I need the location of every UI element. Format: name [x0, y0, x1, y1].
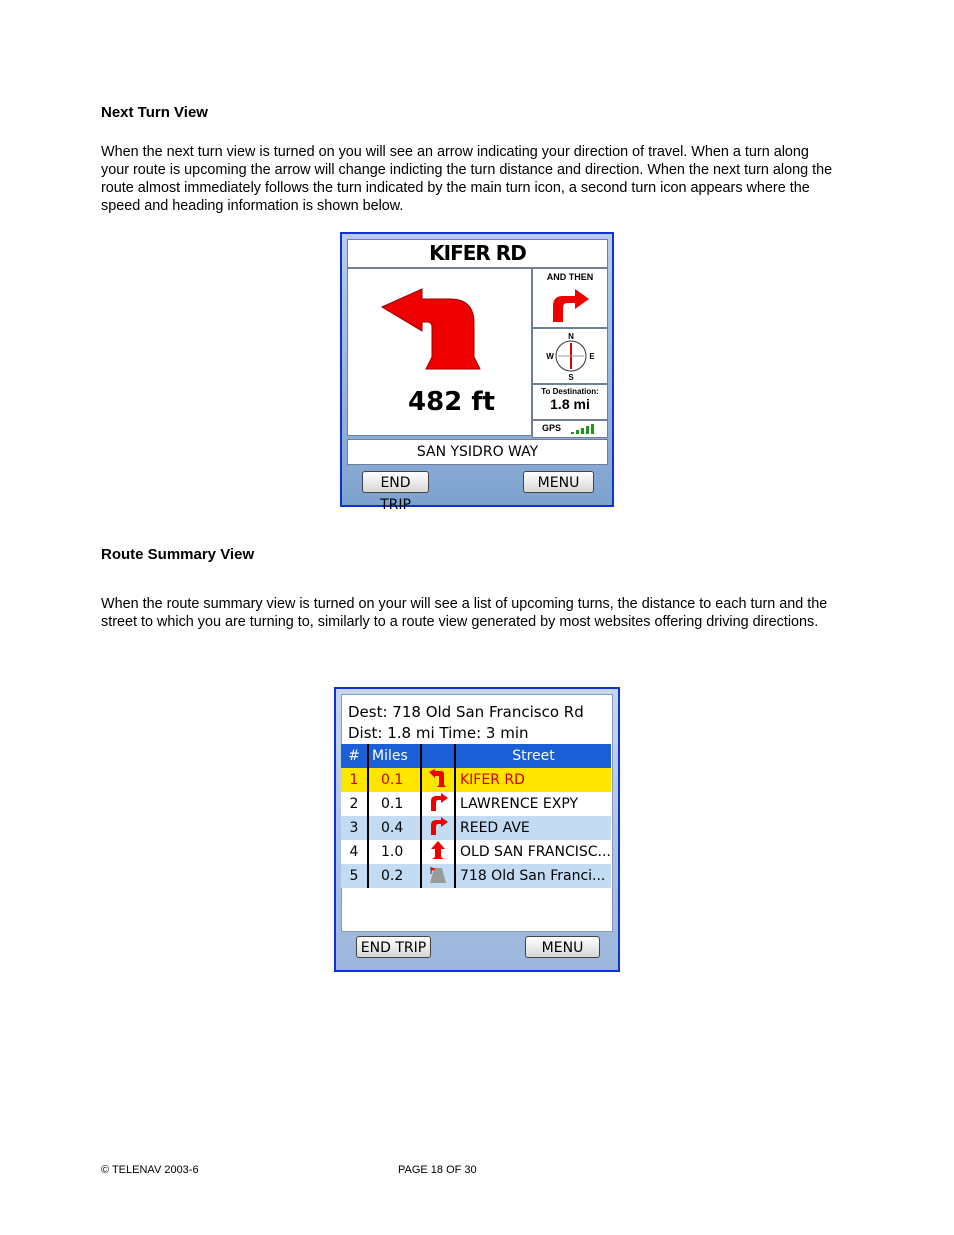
menu-button[interactable]: MENU: [523, 471, 594, 493]
col-number: #: [341, 744, 368, 768]
destination-flag-icon: [426, 864, 450, 884]
and-then-label: AND THEN: [546, 272, 594, 282]
row-miles: 0.1: [368, 792, 421, 816]
row-number: 4: [341, 840, 368, 864]
row-number: 5: [341, 864, 368, 888]
table-header: [341, 744, 611, 768]
gps-panel: [532, 420, 608, 438]
compass-w: W: [546, 352, 554, 361]
table-row[interactable]: [341, 792, 611, 816]
turn-distance: 482 ft: [408, 387, 496, 417]
gps-signal-icon: [571, 423, 601, 435]
main-turn-panel: [347, 268, 532, 436]
next-turn-view-screenshot: [340, 232, 614, 513]
turn-right-icon: [426, 792, 450, 812]
route-table: [341, 744, 611, 888]
row-miles: 0.2: [368, 864, 421, 888]
row-number: 1: [341, 768, 368, 792]
body-line: street to which you are turning to, similarly to a route view generated by most websites offering driving directions.: [101, 614, 819, 630]
table-row[interactable]: [341, 864, 611, 888]
table-row[interactable]: [341, 840, 611, 864]
turn-right-icon: [426, 816, 450, 836]
and-then-panel: [532, 268, 608, 328]
distance-time-line: Dist: 1.8 mi Time: 3 min: [348, 724, 529, 742]
body-line: When the route summary view is turned on your will see a list of upcoming turns, the distance to each turn and the: [101, 596, 828, 612]
section-heading-route-summary-view: Route Summary View: [101, 546, 255, 563]
row-miles: 1.0: [368, 840, 421, 864]
row-street: 718 Old San Franci...: [460, 868, 606, 884]
footer-copyright: © TELENAV 2003-6: [101, 1164, 199, 1176]
compass-s: S: [568, 373, 574, 382]
route-summary-view-screenshot: [334, 687, 620, 972]
compass-e: E: [589, 352, 595, 361]
straight-arrow-icon: [426, 840, 450, 860]
turn-left-arrow-icon: [348, 269, 531, 389]
menu-button[interactable]: MENU: [525, 936, 600, 958]
destination-line: Dest: 718 Old San Francisco Rd: [348, 703, 584, 721]
row-street: LAWRENCE EXPY: [460, 796, 579, 812]
body-line: speed and heading information is shown below.: [101, 198, 404, 214]
body-line: route almost immediately follows the turn indicated by the main turn icon, a second turn icon appears where the: [101, 180, 810, 196]
col-icon: [421, 744, 455, 768]
compass-panel: [532, 328, 608, 384]
to-destination-panel: [532, 384, 608, 420]
compass-icon: [533, 329, 607, 383]
row-street: REED AVE: [460, 820, 530, 836]
gps-label: GPS: [542, 423, 562, 433]
to-destination-value: 1.8 mi: [550, 396, 590, 412]
turn-right-arrow-icon: [533, 284, 607, 326]
table-row[interactable]: [341, 816, 611, 840]
row-number: 2: [341, 792, 368, 816]
street-title-bar: [347, 239, 608, 268]
col-street: Street: [455, 744, 611, 768]
route-summary-description: [101, 595, 861, 631]
compass-n: N: [568, 332, 574, 341]
row-street: OLD SAN FRANCISC...: [460, 844, 611, 860]
footer-page-number: PAGE 18 OF 30: [398, 1164, 477, 1176]
row-number: 3: [341, 816, 368, 840]
next-turn-view-description: [101, 143, 861, 215]
col-miles: Miles: [368, 744, 421, 768]
end-trip-button[interactable]: END TRIP: [356, 936, 431, 958]
row-miles: 0.4: [368, 816, 421, 840]
current-street-bar: [347, 439, 608, 465]
end-trip-button[interactable]: END TRIP: [362, 471, 429, 493]
turn-left-then-right-icon: [426, 768, 450, 788]
to-destination-label: To Destination:: [541, 387, 599, 396]
row-miles: 0.1: [368, 768, 421, 792]
row-street: KIFER RD: [460, 772, 525, 788]
table-row[interactable]: [341, 768, 611, 792]
current-street: SAN YSIDRO WAY: [416, 444, 539, 460]
body-line: your route is upcoming the arrow will change indicting the turn distance and direction. When the next turn along the: [101, 162, 833, 178]
route-info: [348, 702, 584, 744]
section-heading-next-turn-view: Next Turn View: [101, 104, 208, 121]
body-line: When the next turn view is turned on you will see an arrow indicating your direction of travel. When a turn along: [101, 144, 809, 160]
street-title: KIFER RD: [429, 241, 526, 265]
